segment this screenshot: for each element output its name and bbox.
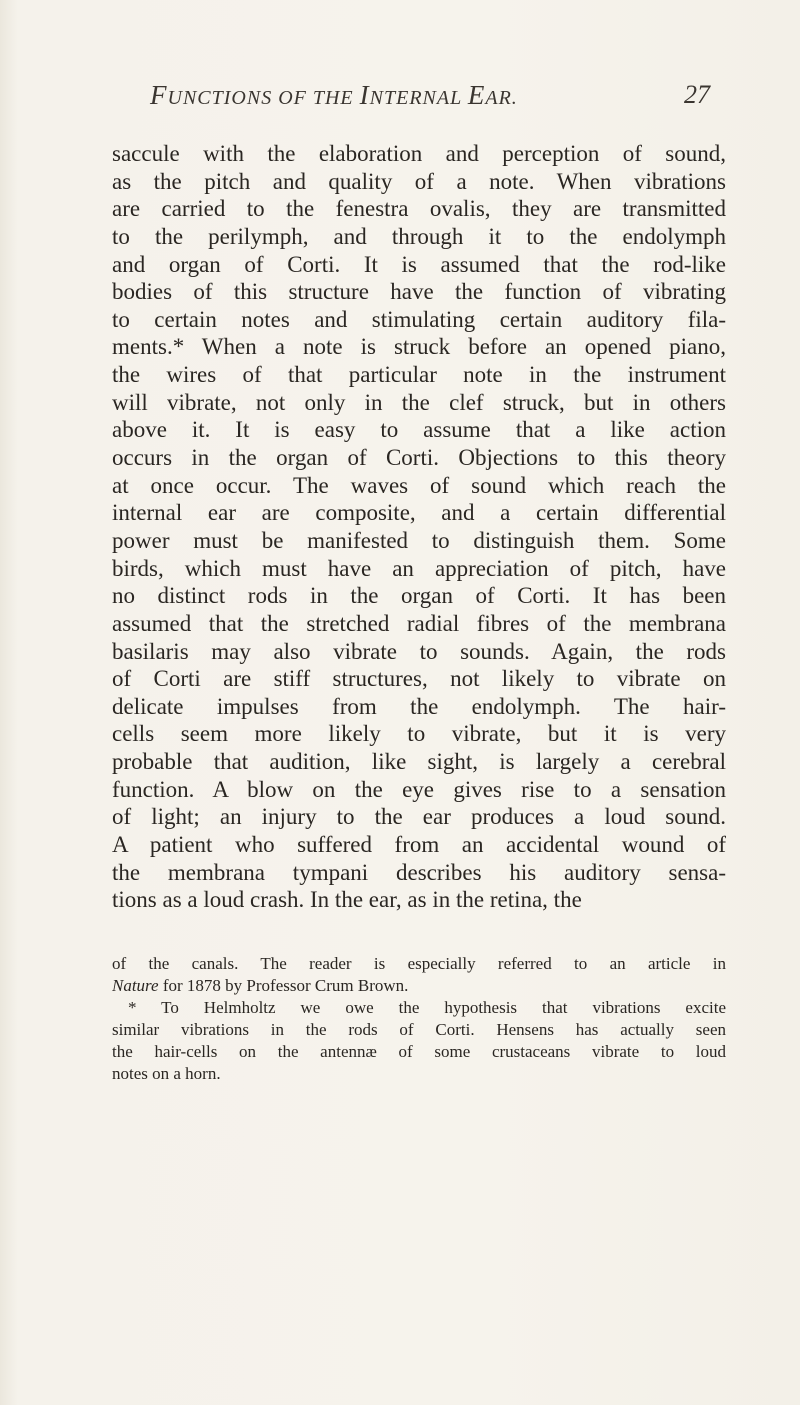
text-line: basilaris may also vibrate to sounds. Again, the rods [112,638,726,664]
text-line: cells seem more likely to vibrate, but it is very [112,721,726,747]
footnote-line: the hair-cells on the antennæ of some crustaceans vibrate to loud [112,1042,726,1061]
footnote-line: * To Helmholtz we owe the hypothesis that vibrations excite [128,998,726,1017]
running-title: FUNCTIONS OF THE INTERNAL EAR. [150,80,518,110]
text-line: and organ of Corti. It is assumed that the rod-like [112,251,726,277]
text-line: tions as a loud crash. In the ear, as in the retina, the [112,887,582,913]
text-line: function. A blow on the eye gives rise to a sensation [112,776,726,802]
text-line: assumed that the stretched radial fibres of the membrana [112,610,726,636]
footnote-line: similar vibrations in the rods of Corti. Hensens has actually seen [112,1020,726,1039]
text-line: of light; an injury to the ear produces a loud sound. [112,804,726,830]
running-head [150,80,710,120]
body-text [112,140,726,914]
text-line: the wires of that particular note in the instrument [112,362,726,388]
text-line: saccule with the elaboration and perception of sound, [112,141,726,166]
text-line: A patient who suffered from an accidental wound of [112,832,726,858]
text-line: power must be manifested to distinguish them. Some [112,527,726,553]
footnote-line: Nature for 1878 by Professor Crum Brown. [112,976,409,995]
text-line: no distinct rods in the organ of Corti. It has been [112,583,726,609]
text-line: delicate impulses from the endolymph. The hair- [112,693,726,719]
text-line: are carried to the fenestra ovalis, they are transmitted [112,196,726,222]
footnote-line: of the canals. The reader is especially referred to an article in [112,954,726,973]
footnotes [112,953,726,1085]
text-line: internal ear are composite, and a certain differential [112,500,726,526]
text-line: as the pitch and quality of a note. When vibrations [112,168,726,194]
journal-title: Nature [112,976,159,995]
text-line: to certain notes and stimulating certain auditory fila- [112,306,726,332]
page-number: 27 [684,80,710,109]
text-line: to the perilymph, and through it to the endolymph [112,223,726,249]
text-line: the membrana tympani describes his auditory sensa- [112,859,726,885]
text-line: occurs in the organ of Corti. Objections to this theory [112,445,726,471]
text-line: of Corti are stiff structures, not likely to vibrate on [112,666,726,692]
footnote-line: notes on a horn. [112,1064,221,1083]
text-line: above it. It is easy to assume that a like action [112,417,726,443]
text-line: will vibrate, not only in the clef struck, but in others [112,389,726,415]
text-line: birds, which must have an appreciation of pitch, have [112,555,726,581]
text-line: at once occur. The waves of sound which reach the [112,472,726,498]
text-line: probable that audition, like sight, is largely a cerebral [112,749,726,775]
text-line: ments.* When a note is struck before an opened piano, [112,334,726,360]
text-line: bodies of this structure have the function of vibrating [112,279,726,305]
